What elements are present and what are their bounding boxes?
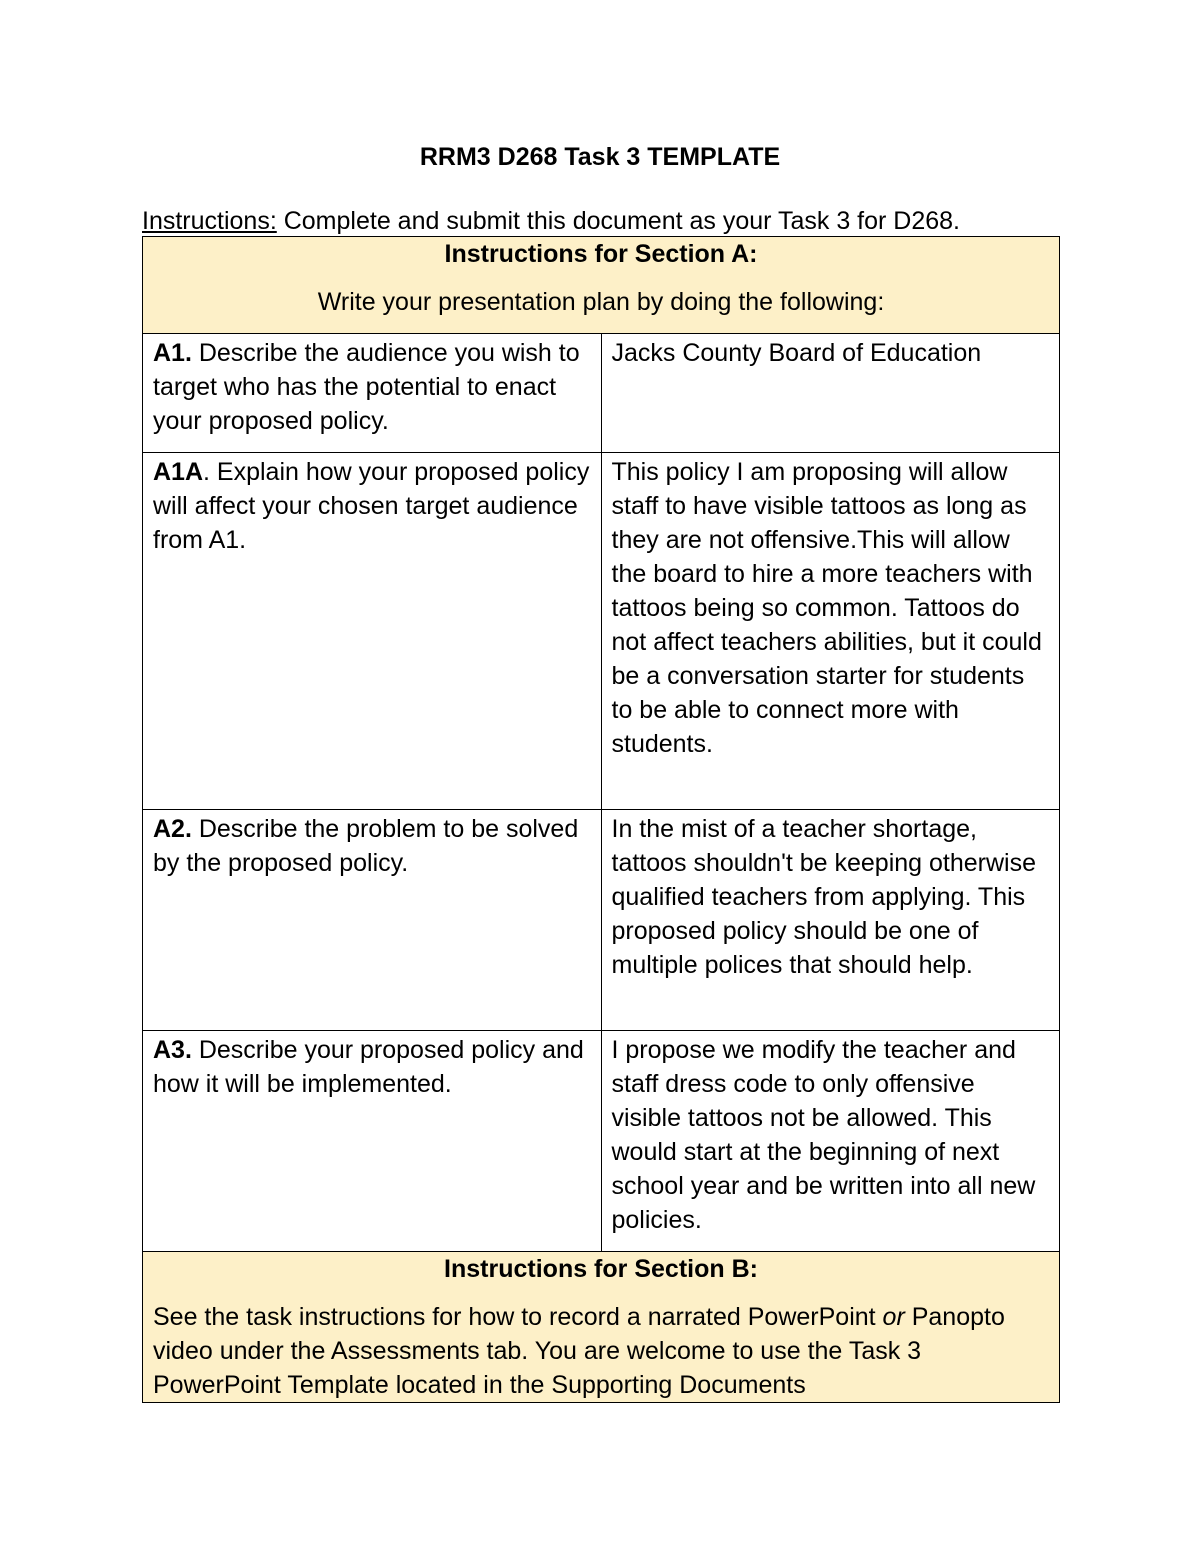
section-b bbox=[143, 1252, 1060, 1403]
prompt-cell-a3 bbox=[143, 1031, 602, 1252]
section-a-subheading: Write your presentation plan by doing the following: bbox=[317, 288, 885, 316]
section-a-heading: Instructions for Section A: bbox=[444, 240, 758, 268]
prompt-cell-a1 bbox=[143, 334, 602, 453]
response-cell-a1[interactable]: Jacks County Board of Education bbox=[601, 334, 1060, 453]
prompt-label: A2. bbox=[153, 815, 192, 843]
section-a-header-row bbox=[143, 237, 1060, 334]
response-cell-a3[interactable]: I propose we modify the teacher and staff dress code to only offensive visible tattoos not be allowed. This would start at the beginning of next school year and be written into all new policies. bbox=[601, 1031, 1060, 1252]
section-b-text-2: Panopto video under the Assessments tab. You are welcome to use the Task 3 PowerPoint Template located in the Supporting Documents bbox=[153, 1303, 1005, 1399]
table-row bbox=[143, 334, 1060, 453]
prompt-label: A1. bbox=[153, 339, 192, 367]
response-cell-a1a[interactable]: This policy I am proposing will allow staff to have visible tattoos as long as they are not offensive.This will allow the board to hire a more teachers with tattoos being so common. Tattoos do not affect teachers abilities, but it could be a conversation starter for students to be able to connect more with students. bbox=[601, 453, 1060, 810]
section-b-body bbox=[153, 1300, 1049, 1402]
table-row bbox=[143, 1031, 1060, 1252]
table-row bbox=[143, 810, 1060, 1031]
page-title: RRM3 D268 Task 3 TEMPLATE bbox=[419, 143, 781, 171]
table-row bbox=[143, 453, 1060, 810]
instructions-text: Complete and submit this document as your Task 3 for D268. bbox=[276, 207, 960, 235]
response-cell-a2[interactable]: In the mist of a teacher shortage, tattoos shouldn't be keeping otherwise qualified teachers from applying. This proposed policy should be one of multiple polices that should help. bbox=[601, 810, 1060, 1031]
section-b-heading: Instructions for Section B: bbox=[444, 1255, 758, 1283]
instructions-line bbox=[142, 205, 960, 237]
prompt-text: Describe the problem to be solved by the proposed policy. bbox=[153, 815, 579, 877]
prompt-label: A1A bbox=[153, 458, 204, 486]
prompt-text: . Explain how your proposed policy will affect your chosen target audience from A1. bbox=[153, 458, 590, 554]
prompt-label: A3. bbox=[153, 1036, 192, 1064]
section-b-or: or bbox=[882, 1303, 905, 1331]
section-a-header bbox=[143, 237, 1060, 334]
prompt-text: Describe the audience you wish to target who has the potential to enact your proposed policy. bbox=[153, 339, 580, 435]
prompt-cell-a2 bbox=[143, 810, 602, 1031]
section-b-text-1: See the task instructions for how to record a narrated PowerPoint bbox=[153, 1303, 883, 1331]
instructions-label: Instructions: bbox=[142, 207, 277, 235]
section-b-row bbox=[143, 1252, 1060, 1403]
task-table bbox=[142, 236, 1060, 1403]
prompt-text: Describe your proposed policy and how it will be implemented. bbox=[153, 1036, 584, 1098]
prompt-cell-a1a bbox=[143, 453, 602, 810]
